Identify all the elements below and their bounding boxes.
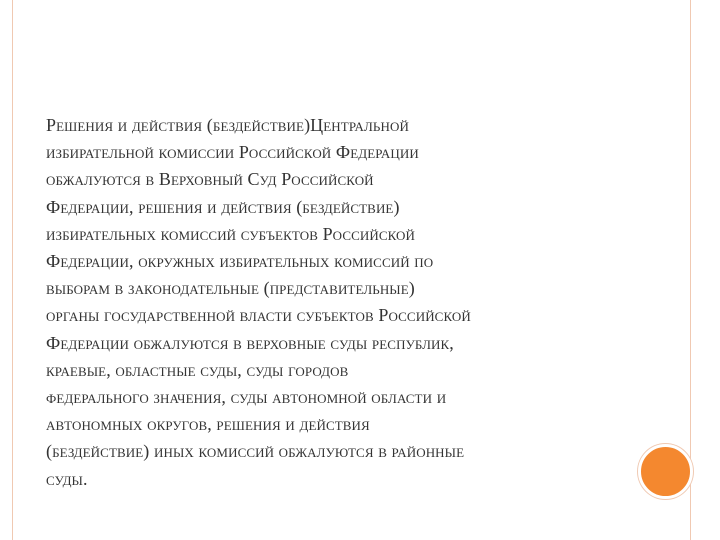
- left-frame-line: [12, 0, 13, 540]
- text-line: избирательной комиссии Российской Федерации: [46, 142, 419, 163]
- text-line: суды.: [46, 468, 88, 489]
- text-line: Федерации, решения и действия (бездействие): [46, 196, 400, 217]
- text-line: федерального значения, суды автономной области и: [46, 387, 447, 408]
- text-line: краевые, областные суды, суды городов: [46, 359, 349, 380]
- text-line: (бездействие) иных комиссий обжалуются в районные: [46, 441, 465, 462]
- text-line: Федерации обжалуются в верховные суды республик,: [46, 332, 454, 353]
- text-line: обжалуются в Верховный Суд Российской: [46, 169, 374, 190]
- text-line: органы государственной власти субъектов Российской: [46, 305, 471, 326]
- text-line: Решения и действия (бездействие)Центральной: [46, 115, 409, 135]
- text-line: выборам в законодательные (представительные): [46, 278, 415, 299]
- decorative-orange-circle: [638, 444, 693, 499]
- text-line: автономных округов, решения и действия: [46, 414, 370, 435]
- text-line: избирательных комиссий субъектов Российской: [46, 223, 416, 244]
- text-line: Федерации, окружных избирательных комиссий по: [46, 251, 434, 272]
- slide-body-text: [46, 112, 626, 493]
